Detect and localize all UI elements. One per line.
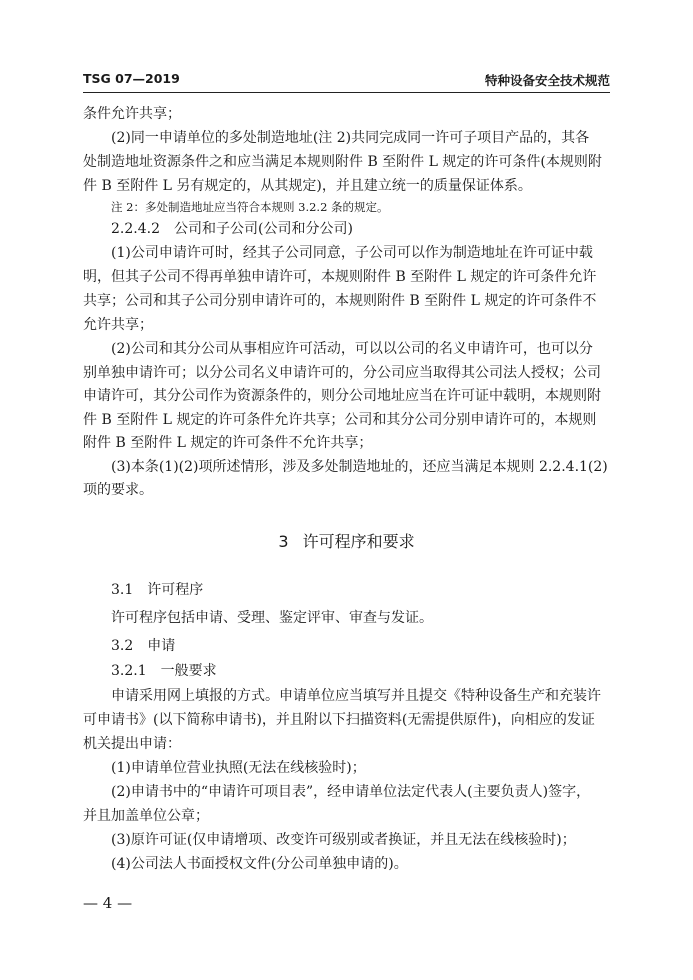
paragraph-line: 申请许可，其分公司作为资源条件的，则分公司地址应当在许可证中载明，本规则附 <box>83 388 601 404</box>
section-heading-3-2: 3.2 申请 <box>111 638 176 654</box>
paragraph-line: 申请采用网上填报的方式。申请单位应当填写并且提交《特种设备生产和充装许 <box>111 688 601 704</box>
paragraph-line: 机关提出申请： <box>83 736 181 752</box>
page-header <box>83 68 610 90</box>
list-item: (4)公司法人书面授权文件(分公司单独申请的)。 <box>111 856 408 872</box>
note-line: 注 2：多处制造地址应当符合本规则 3.2.2 条的规定。 <box>111 200 389 214</box>
paragraph-line: (2)公司和其分公司从事相应许可活动，可以以公司的名义申请许可，也可以分 <box>111 341 593 357</box>
list-item: (1)申请单位营业执照(无法在线核验时)； <box>111 760 366 776</box>
paragraph-line: 明，但其子公司不得再单独申请许可，本规则附件 B 至附件 L 规定的许可条件允许 <box>83 269 597 285</box>
section-heading-3-1: 3.1 许可程序 <box>111 582 204 598</box>
paragraph-line: 允许共享； <box>83 317 153 333</box>
paragraph-line: 件 B 至附件 L 另有规定的，从其规定)，并且建立统一的质量保证体系。 <box>83 178 532 194</box>
section-heading-2-2-4-2: 2.2.4.2 公司和子公司(公司和分公司) <box>111 221 353 237</box>
paragraph-line: 件 B 至附件 L 规定的许可条件允许共享；公司和其分公司分别申请许可的，本规则 <box>83 412 597 428</box>
chapter-title: 许可程序和要求 <box>302 532 415 551</box>
list-item: (2)申请书中的“申请许可项目表”，经申请单位法定代表人(主要负责人)签字， <box>111 784 591 800</box>
paragraph-line: 并且加盖单位公章； <box>83 808 209 824</box>
standard-series-title: 特种设备安全技术规范 <box>484 73 610 88</box>
paragraph-line: (3)本条(1)(2)项所述情形，涉及多处制造地址的，还应当满足本规则 2.2.4.1(2) <box>111 459 608 475</box>
page-number: — 4 — <box>83 894 133 912</box>
section-heading-3-2-1: 3.2.1 一般要求 <box>111 663 217 679</box>
chapter-number: 3 <box>278 532 289 551</box>
list-item: (3)原许可证(仅申请增项、改变许可级别或者换证，并且无法在线核验时)； <box>111 832 576 848</box>
paragraph-line: 许可程序包括申请、受理、鉴定评审、审查与发证。 <box>111 610 433 626</box>
paragraph-line: 处制造地址资源条件之和应当满足本规则附件 B 至附件 L 规定的许可条件(本规则附 <box>83 154 602 170</box>
paragraph-line: (2)同一申请单位的多处制造地址(注 2)共同完成同一许可子项目产品的，其各 <box>111 130 590 146</box>
paragraph-line: (1)公司申请许可时，经其子公司同意，子公司可以作为制造地址在许可证中载 <box>111 245 593 261</box>
paragraph-line: 可申请书》(以下简称申请书)，并且附以下扫描资料(无需提供原件)，向相应的发证 <box>83 712 595 728</box>
paragraph-line: 条件允许共享； <box>83 106 181 122</box>
paragraph-line: 共享；公司和其子公司分别申请许可的，本规则附件 B 至附件 L 规定的许可条件不 <box>83 293 597 309</box>
paragraph-line: 别单独申请许可；以分公司名义申请许可的，分公司应当取得其公司法人授权；公司 <box>83 365 601 381</box>
header-rule <box>83 92 610 93</box>
paragraph-line: 附件 B 至附件 L 规定的许可条件不允许共享； <box>83 435 373 451</box>
paragraph-line: 项的要求。 <box>83 482 153 498</box>
chapter-heading <box>0 529 693 552</box>
standard-code: TSG 07—2019 <box>83 71 180 86</box>
